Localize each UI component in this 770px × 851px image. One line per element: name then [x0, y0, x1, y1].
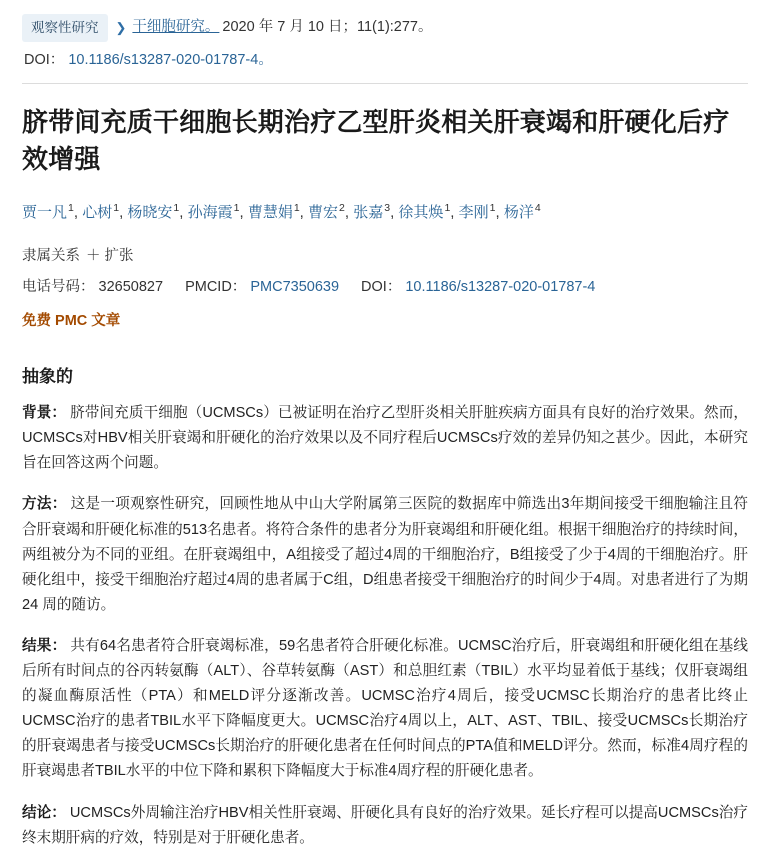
doi-label: DOI：: [361, 278, 402, 295]
author-name[interactable]: 杨洋: [503, 204, 534, 222]
abstract-section-label: 方法：: [22, 496, 67, 513]
author-name[interactable]: 徐其焕: [398, 204, 444, 222]
author-name[interactable]: 曹宏: [308, 204, 339, 222]
abstract-section: [22, 401, 748, 476]
author-name[interactable]: 孙海霞: [187, 204, 233, 222]
abstract-heading: 抽象的: [22, 367, 73, 387]
citation-details: 2020 年 7 月 10 日；11(1):277。: [222, 19, 433, 36]
abstract-section-label: 结果：: [22, 637, 67, 654]
affiliations-toggle[interactable]: [22, 244, 748, 265]
author-affil-marker: 1: [489, 202, 496, 215]
abstract-section-text: UCMSCs外周输注治疗HBV相关性肝衰竭、肝硬化具有良好的治疗效果。延长疗程可以提高UCMSCs治疗终末期肝病的疗效，特别是对于肝硬化患者。: [22, 804, 748, 846]
pmid-value: 32650827: [98, 278, 164, 295]
publication-type-badge[interactable]: 观察性研究: [22, 14, 108, 42]
author-name[interactable]: 李刚: [458, 204, 489, 222]
author-affil-marker: 3: [384, 202, 391, 215]
abstract-section-text: 共有64名患者符合肝衰竭标准，59名患者符合肝硬化标准。UCMSC治疗后，肝衰竭组和肝硬化组在基线后所有时间点的谷丙转氨酶（ALT）、谷草转氨酶（AST）和总胆红素（TBIL）水平均显着低于基线；仅肝衰竭组的凝血酶原活性（PTA）和MELD评分逐渐改善。UCMSC治疗4周后，接受UCMSC长期治疗的患者比终止UCMSC治疗的患者TBIL水平下降幅度更大。UCMSC治疗4周以上，ALT、AST、TBIL、接受UCMSCs长期治疗的肝衰竭患者与接受UCMSCs长期治疗的肝硬化患者在任何时间点的PTA值和MELD评分。然而，标准4周疗程的肝衰竭患者TBIL水平的中位下降和累积下降幅度大于标准4周疗程的肝硬化患者。: [22, 637, 748, 780]
author-name[interactable]: 曹慧娟: [247, 204, 293, 222]
abstract-section: [22, 634, 748, 785]
author-affil-marker: 1: [444, 202, 451, 215]
article-identifiers: [22, 275, 748, 300]
citation-doi-link[interactable]: 10.1186/s13287-020-01787-4。: [68, 52, 273, 69]
chevron-right-icon: ❯: [115, 20, 127, 36]
author-affil-marker: 1: [113, 202, 120, 215]
author-affil-marker: 1: [293, 202, 300, 215]
author-name[interactable]: 心树: [82, 204, 113, 222]
citation-doi-label: DOI：: [24, 52, 65, 69]
pmcid-link[interactable]: PMC7350639: [250, 278, 340, 295]
abstract-section: [22, 492, 748, 617]
author-affil-marker: 1: [233, 202, 240, 215]
journal-link[interactable]: 干细胞研究。: [132, 19, 220, 36]
page-title: 脐带间充质干细胞长期治疗乙型肝炎相关肝衰竭和肝硬化后疗效增强: [22, 107, 730, 175]
citation-line: [22, 14, 748, 42]
free-pmc-badge[interactable]: 免费 PMC 文章: [22, 313, 121, 330]
abstract-section-label: 背景：: [22, 405, 67, 422]
abstract-section-text: 脐带间充质干细胞（UCMSCs）已被证明在治疗乙型肝炎相关肝脏疾病方面具有良好的治疗效果。然而，UCMSCs对HBV相关肝衰竭和肝硬化的治疗效果以及不同疗程后UCMSCs疗效的差异仍知之甚少。因此，本研究旨在回答这两个问题。: [22, 405, 748, 472]
abstract-section: [22, 801, 748, 851]
author-name[interactable]: 杨晓安: [127, 204, 173, 222]
doi-group: [361, 279, 595, 295]
author-affil-marker: 1: [173, 202, 180, 215]
abstract-section-label: 结论：: [22, 804, 66, 821]
doi-link[interactable]: 10.1186/s13287-020-01787-4: [405, 278, 596, 295]
author-affil-marker: 2: [339, 202, 345, 215]
plus-icon[interactable]: ＋: [86, 247, 101, 264]
affiliations-label: 隶属关系: [22, 247, 80, 264]
abstract-body: [22, 401, 748, 851]
author-name[interactable]: 张嘉: [353, 204, 384, 222]
pmcid-label: PMCID：: [185, 278, 247, 295]
author-list: 贾一凡$^1$, 心树$^1$, 杨晓安$^1$, 孙海霞$^1$, 曹慧娟$^1$, 曹宏$^2$, 张嘉$^3$, 徐其焕$^1$, 李刚$^1$, 杨洋$^4$: [22, 202, 541, 222]
citation-doi-line: [22, 48, 748, 69]
header-divider: [22, 83, 748, 84]
author-name[interactable]: 贾一凡: [22, 204, 68, 222]
author-affil-marker: 1: [68, 202, 74, 215]
author-affil-marker: 4: [534, 202, 541, 215]
pmid-label: 电话号码：: [22, 278, 95, 295]
pmid-group: [22, 279, 167, 295]
abstract-section-text: 这是一项观察性研究，回顾性地从中山大学附属第三医院的数据库中筛选出3年期间接受干细胞输注且符合肝衰竭和肝硬化标准的513名患者。将符合条件的患者分为肝衰竭组和肝硬化组。根据干细胞治疗的持续时间，两组被分为不同的亚组。在肝衰竭组中，A组接受了超过4周的干细胞治疗，B组接受了少于4周的干细胞治疗。肝硬化组中，接受干细胞治疗超过4周的患者属于C组，D组患者接受干细胞治疗的时间少于4周。对患者进行了为期 24 周的随访。: [22, 496, 748, 613]
expand-label[interactable]: 扩张: [104, 247, 134, 264]
pmcid-group: [185, 279, 343, 295]
